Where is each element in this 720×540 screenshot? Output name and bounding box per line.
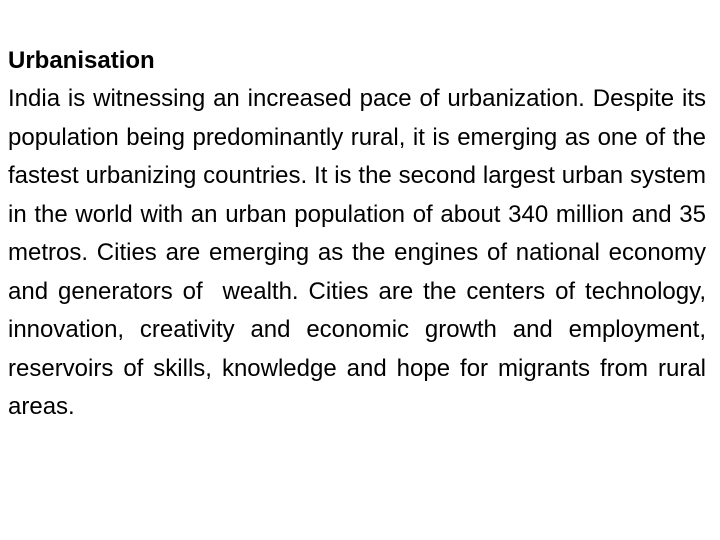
slide-title: Urbanisation (8, 47, 155, 74)
slide-body-paragraph: India is witnessing an increased pace of urbanization. Despite its population being predominantly rural, it is emerging as one of the fastest urbanizing countries. It is the second largest urban system in the world with an urban population of about 340 million and 35 metros. Cities are emerging as the engines of national economy and generators of wealth. Cities are the centers of technology, innovation, creativity and economic growth and employment, reservoirs of skills, knowledge and hope for migrants from rural areas. (8, 85, 713, 420)
